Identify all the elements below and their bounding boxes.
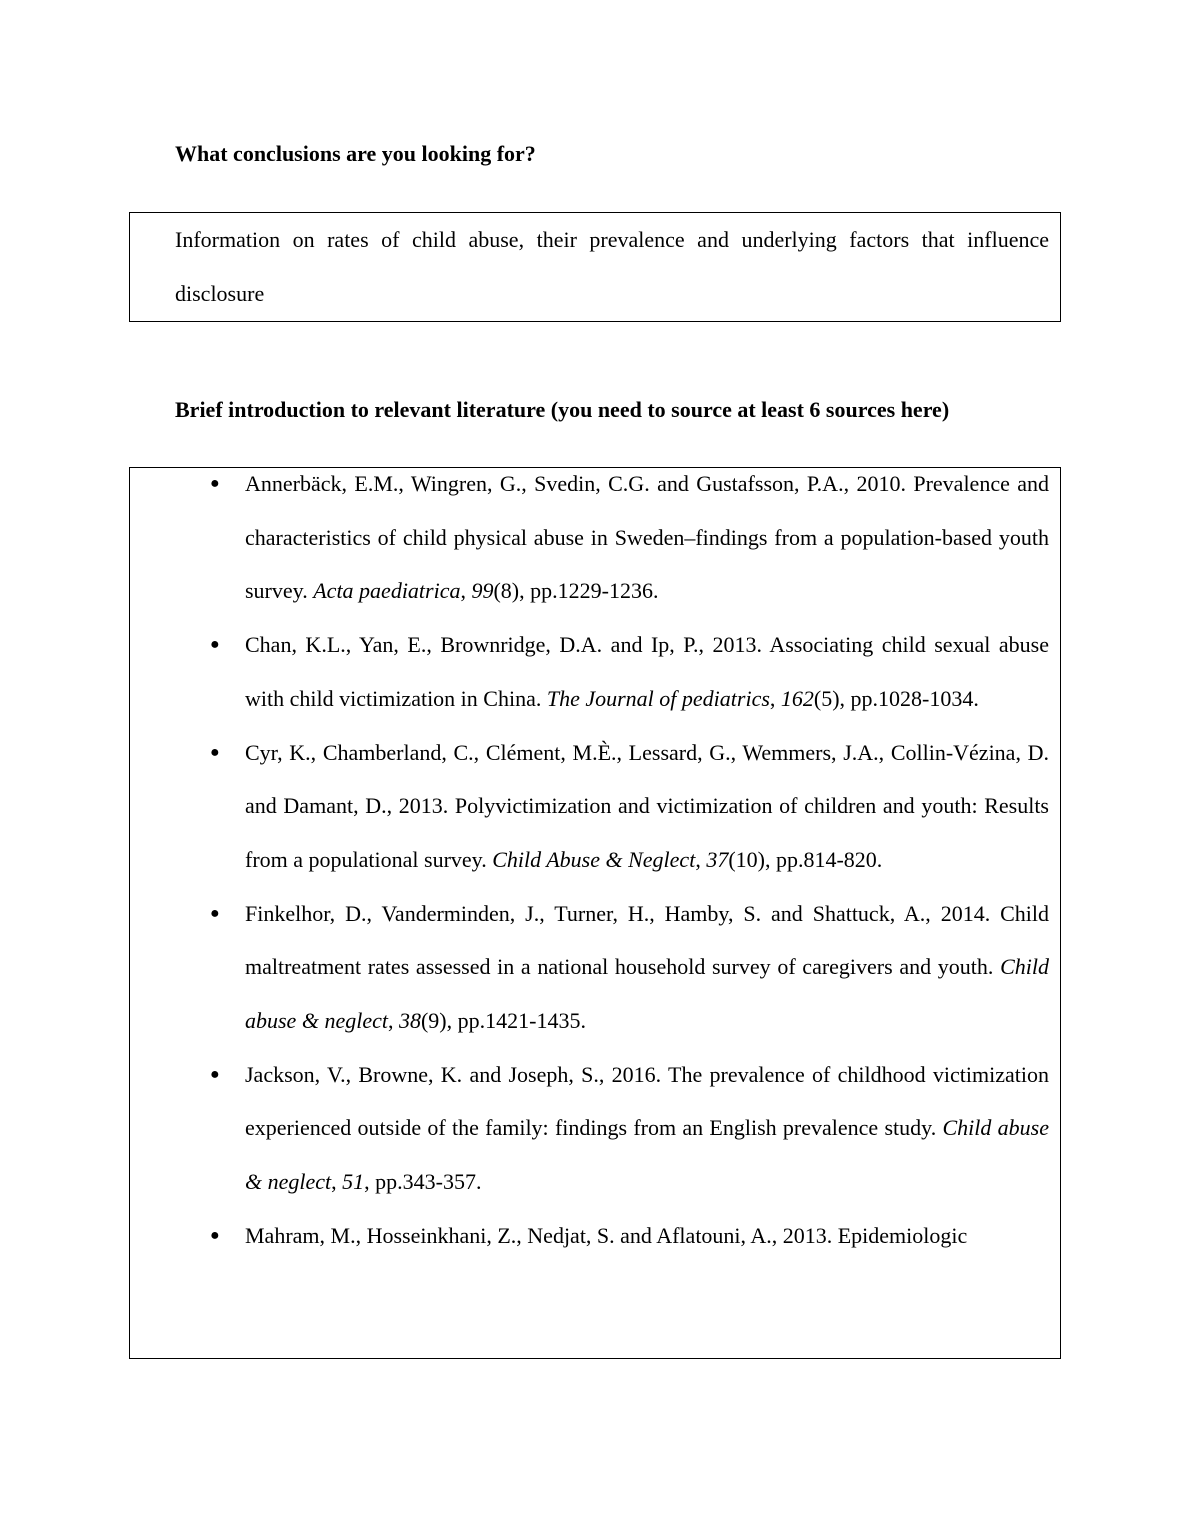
conclusions-heading: What conclusions are you looking for?	[175, 141, 536, 166]
reference-text: Chan, K.L., Yan, E., Brownridge, D.A. and Ip, P., 2013. Associating child sexual abuse with child victimization in China.	[245, 632, 1049, 711]
reference-journal: Child abuse & neglect	[245, 954, 1049, 1034]
reference-journal: Child Abuse & Neglect	[492, 846, 696, 872]
reference-text: Finkelhor, D., Vanderminden, J., Turner, H., Hamby, S. and Shattuck, A., 2014. Child maltreatment rates assessed in a national household survey of caregivers and youth.	[245, 900, 1049, 980]
literature-box	[129, 467, 1061, 1359]
reference-text: Jackson, V., Browne, K. and Joseph, S., 2016. The prevalence of childhood victimization experienced outside of the family: findings from an English prevalence study.	[245, 1061, 1049, 1141]
reference-item	[130, 618, 1049, 725]
reference-item	[130, 726, 1049, 887]
bullet-icon	[210, 1048, 220, 1102]
reference-text: Cyr, K., Chamberland, C., Clément, M.È., Lessard, G., Wemmers, J.A., Collin-Vézina, D. and Damant, D., 2013. Polyvictimization and victimization of children and youth: Results from a populational survey.	[245, 739, 1049, 872]
reference-pages: (5), pp.1028-1034.	[813, 685, 979, 711]
reference-text: Mahram, M., Hosseinkhani, Z., Nedjat, S. and Aflatouni, A., 2013. Epidemiologic	[245, 1222, 968, 1248]
reference-pages: (9), pp.1421-1435.	[420, 1008, 586, 1034]
bullet-icon	[210, 887, 220, 941]
reference-volume: 99	[471, 578, 494, 604]
reference-pages: , pp.343-357.	[364, 1169, 482, 1195]
bullet-icon	[210, 618, 220, 672]
literature-heading: Brief introduction to relevant literature (you need to source at least 6 sources here)	[175, 397, 950, 422]
conclusions-text: Information on rates of child abuse, their prevalence and underlying factors that influence disclosure	[175, 227, 1049, 306]
reference-item	[130, 1209, 1049, 1263]
reference-journal: The Journal of pediatrics	[546, 685, 770, 711]
reference-volume: 38	[398, 1008, 421, 1034]
reference-journal: Child abuse & neglect	[245, 1115, 1049, 1195]
reference-item	[130, 1048, 1049, 1209]
reference-separator: ,	[695, 846, 707, 872]
reference-list	[130, 467, 1060, 1263]
reference-separator: ,	[460, 578, 472, 604]
reference-pages: (10), pp.814-820.	[728, 846, 883, 872]
reference-item	[130, 467, 1049, 618]
reference-volume: 51	[342, 1169, 365, 1195]
reference-item	[130, 887, 1049, 1048]
reference-text: Annerbäck, E.M., Wingren, G., Svedin, C.G. and Gustafsson, P.A., 2010. Prevalence and characteristics of child physical abuse in Sweden–findings from a population-based youth survey.	[245, 471, 1049, 604]
reference-pages: (8), pp.1229-1236.	[493, 578, 659, 604]
reference-volume: 37	[706, 846, 729, 872]
reference-journal: Acta paediatrica	[313, 578, 461, 604]
bullet-icon	[210, 726, 220, 780]
conclusions-box	[129, 212, 1061, 322]
reference-separator: ,	[769, 685, 781, 711]
reference-separator: ,	[387, 1008, 399, 1034]
bullet-icon	[210, 1209, 220, 1263]
bullet-icon	[210, 467, 220, 511]
reference-volume: 162	[780, 685, 814, 711]
reference-separator: ,	[331, 1169, 343, 1195]
